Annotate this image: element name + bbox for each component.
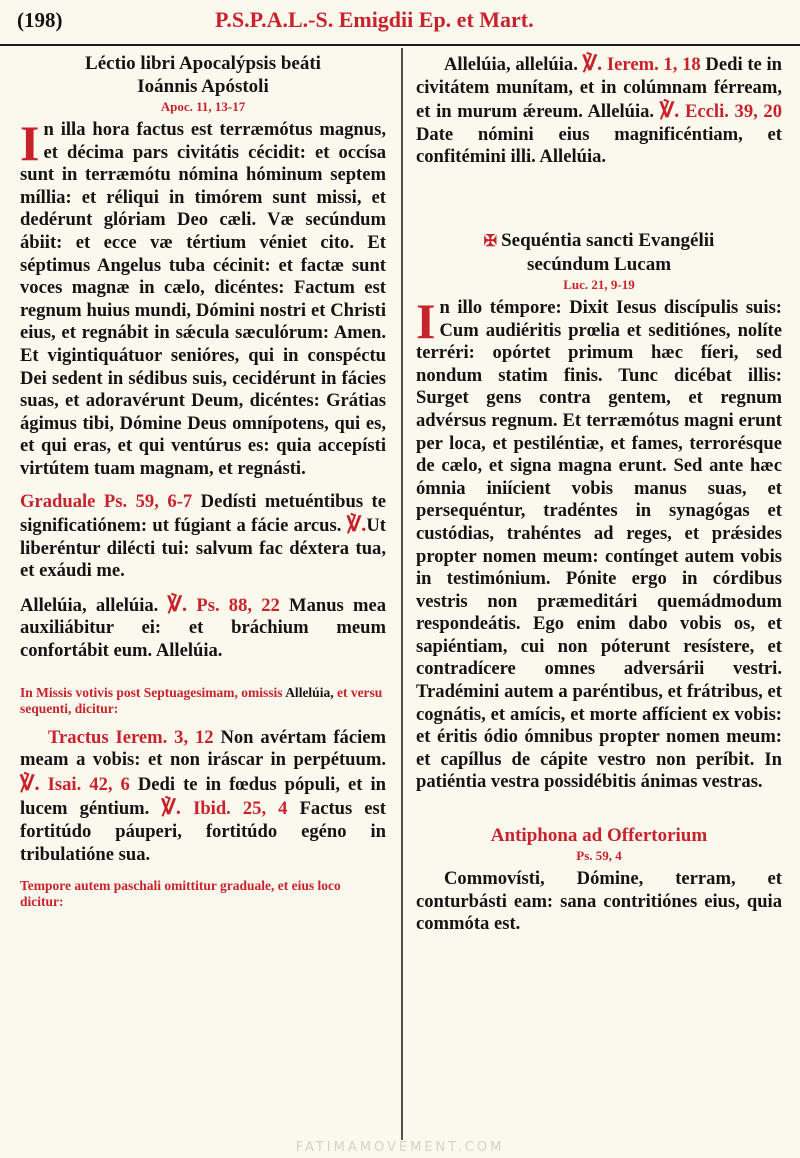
cross-icon: ✠ xyxy=(483,232,498,250)
tract-citation-2: Isai. 42, 6 xyxy=(47,773,130,795)
versicle-symbol: ℣. xyxy=(167,591,188,616)
gospel-drop-cap: I xyxy=(416,292,436,349)
left-column xyxy=(20,52,386,910)
tract-text-3: Factus est fortitúdo páuperi, fortitúdo egéno in tribulatióne sua. xyxy=(20,798,386,865)
alleluia-text: Allelúia, allelúia. xyxy=(444,54,578,75)
versicle-symbol: ℣. xyxy=(346,512,367,537)
gradual-text-1: Dedísti metuéntibus te significatiónem: ut fúgiant a fácie arcus. xyxy=(20,490,386,537)
paschal-citation-1: Ierem. 1, 18 xyxy=(606,54,701,75)
gospel-text: n illo témpore: Dixit Iesus discípulis suis: Cum audiéritis prœlia et seditiónes, nolíte terréri: opórtet primum hæc fíeri, sed nondum statim finis. Tunc dicébat illis: Surget gens contra gentem, et regnum advérsus regnum. Et terræmótus magni erunt per loca, et pestiléntiæ, et fames, terrorésque de cælo, et signa magna erunt. Sed ante hæc ómnia iniícient vobis manus suas, et persequéntur, tradéntes in synagógas et custódias, trahéntes ad reges, et prǽsides propter nomen meum: contínget autem vobis in testimónium. Pónite ergo in córdibus vestris non præmeditári quemádmodum respondeátis. Ego enim dabo vobis os, et sapiéntiam, cui non póterunt resístere, et contradícere omnes adversárii vestri. Tradémini autem a paréntibus, et frátribus, et cognátis, et amícis, et morte affícient ex vobis: et éritis ódio ómnibus propter nomen meum: et capíllus de cápite vestro non períbit. In patiéntia vestra possidébitis ánimas vestras. xyxy=(416,296,782,793)
lesson-citation: Apoc. 11, 13-17 xyxy=(160,99,246,114)
column-divider xyxy=(401,48,403,1140)
paschal-text-1: Dedi te in civitátem munítam, et in colúmnam férream, et in murum ǽreum. Allelúia. xyxy=(416,54,782,123)
paschal-text-2: Date nómini eius magnificéntiam, et confitémini illi. Allelúia. xyxy=(416,123,782,168)
offertory-citation: Ps. 59, 4 xyxy=(576,848,622,864)
versicle-symbol: ℣. xyxy=(659,98,680,123)
versicle-symbol: ℣. xyxy=(582,51,603,75)
running-title: P.S.P.A.L.-S. Emigdii Ep. et Mart. xyxy=(215,7,534,32)
lesson-paragraph xyxy=(20,115,386,481)
lesson-title-line-1: Léctio libri Apocalýpsis beáti xyxy=(85,53,321,74)
gradual-label: Graduale Ps. 59, 6-7 xyxy=(20,490,193,512)
rubric-votive-text-a: In Missis votivis post Septuagesimam, omissis xyxy=(20,684,283,700)
alleluia-paragraph xyxy=(20,593,386,663)
rubric-votive-text-c: et versu sequenti, dicitur: xyxy=(20,684,383,716)
gospel-title-line-1 xyxy=(416,229,782,253)
watermark: FATIMAMOVEMENT.COM xyxy=(295,1140,505,1155)
rubric-paschal: Tempore autem paschali omittitur graduale, et eius loco dicitur: xyxy=(20,878,341,910)
alleluia-text: Allelúia, allelúia. xyxy=(20,594,159,616)
tract-citation-3: Ibid. 25, 4 xyxy=(193,798,288,820)
gospel-title-text: Sequéntia sancti Evangélii xyxy=(501,229,715,251)
gospel-title-line-2: secúndum Lucam xyxy=(526,253,672,275)
lesson-title-line-2: Ioánnis Apóstoli xyxy=(137,76,269,97)
gradual-text-2: Ut liberéntur dilécti tui: salvum fac déxtera tua, et exáudi me. xyxy=(20,515,386,582)
offertory-title: Antiphona ad Offertorium xyxy=(490,825,708,847)
offertory-text: Commovísti, Dómine, terram, et conturbásti eam: sana contritiónes eius, quia commóta est. xyxy=(416,868,782,935)
page-number: (198) xyxy=(17,8,63,32)
gradual-paragraph xyxy=(20,491,386,583)
rubric-votive xyxy=(20,685,386,717)
lesson-drop-cap: I xyxy=(20,115,40,171)
gospel-citation: Luc. 21, 9-19 xyxy=(563,276,635,292)
tract-paragraph xyxy=(20,727,386,867)
paschal-alleluia-paragraph xyxy=(416,52,782,169)
alleluia-verse: Manus mea auxiliábitur ei: et bráchium meum confortábit eum. Allelúia. xyxy=(20,594,387,662)
versicle-symbol: ℣. xyxy=(20,770,40,795)
paschal-citation-2: Eccli. 39, 20 xyxy=(685,101,782,123)
alleluia-citation: Ps. 88, 22 xyxy=(196,594,280,616)
right-column xyxy=(416,52,782,936)
tract-text-2: Dedi te in fœdus pópuli, et in lucem géntium. xyxy=(20,773,386,820)
gospel-paragraph xyxy=(416,292,782,794)
tract-label: Tractus Ierem. 3, 12 xyxy=(48,726,214,748)
versicle-symbol: ℣. xyxy=(161,795,181,820)
tract-text-1: Non avértam fáciem meam a vobis: et non iráscar in perpétuum. xyxy=(20,726,386,771)
page-header xyxy=(0,0,800,46)
rubric-votive-text-b: Allelúia, xyxy=(285,684,334,700)
lesson-text: n illa hora factus est terræmótus magnus, et décima pars civitátis cécidit: et occísa sunt in terræmótu nómina hóminum septem míllia: et réliqui in timórem sunt missi, et dedérunt glóriam Deo cæli. Væ secúndum ábiit: et ecce væ tértium véniet cito. Et séptimus Angelus tuba cécinit: et factæ sunt voces magnæ in cælo, dicéntes: Factum est regnum huius mundi, Dómini nostri et Christi eius, et regnábit in sǽcula sæculórum: Amen. Et vigintiquátuor senióres, qui in conspéctu Dei sedent in sédibus suis, cecidérunt in fácies suas, et adoravérunt Deum, dicéntes: Grátias ágimus tibi, Dómine Deus omnípotens, qui es, et qui eras, et qui ventúrus es: quia accepísti virtútem tuam magnam, et regnásti. xyxy=(20,119,386,479)
